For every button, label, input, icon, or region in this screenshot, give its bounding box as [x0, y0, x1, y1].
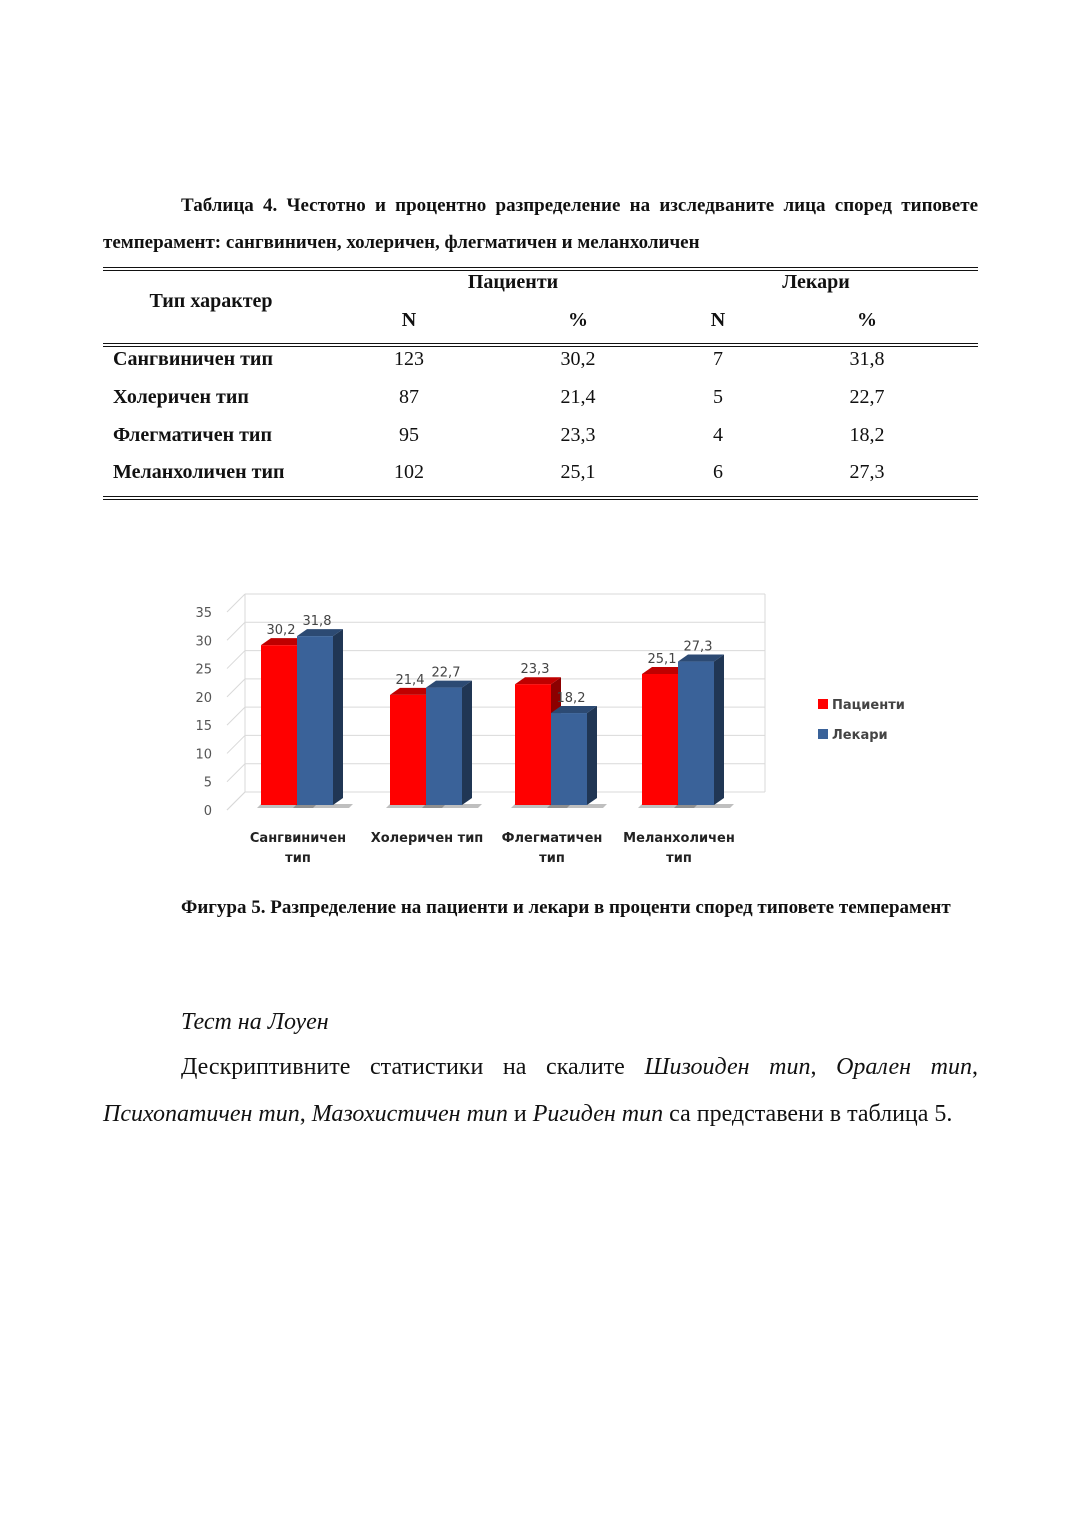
separator: , [972, 1054, 978, 1080]
axis-side [227, 792, 245, 810]
table-cell: 23,3 [560, 424, 596, 446]
gridline-side [227, 594, 245, 612]
y-tick-label: 35 [195, 606, 212, 621]
y-tick-label: 20 [195, 690, 212, 706]
x-tick-label: Холеричен тип [370, 831, 484, 846]
separator: , [299, 1101, 312, 1127]
separator: , [810, 1054, 837, 1080]
gridline-side [227, 707, 245, 725]
data-label: 23,3 [520, 662, 550, 678]
subheader-n-doctors: N [710, 309, 726, 331]
data-label: 30,2 [266, 623, 296, 639]
table-cell: 6 [713, 461, 723, 483]
bar-side [333, 629, 343, 805]
legend-label: Пациенти [832, 698, 905, 713]
x-tick-label: Сангвиничен [249, 831, 347, 846]
legend-swatch [818, 729, 828, 739]
group-header-doctors: Лекари [782, 271, 850, 293]
data-label: 22,7 [431, 665, 461, 681]
scale-schizoid: Шизоиден тип [644, 1054, 811, 1080]
row-label: Флегматичен тип [113, 424, 272, 446]
group-header-patients: Пациенти [467, 271, 559, 293]
gridline-side [227, 679, 245, 697]
row-label: Меланхоличен тип [113, 461, 285, 483]
table-cell: 25,1 [560, 461, 596, 483]
row-label: Холеричен тип [113, 386, 249, 408]
figure-caption-text: Фигура 5. Разпределение на пациенти и лекари в проценти според типовете темперамент [181, 897, 951, 918]
bar [515, 684, 551, 805]
bar [297, 636, 333, 805]
bar [390, 695, 426, 805]
gridline-side [227, 622, 245, 640]
body-text [103, 1000, 978, 1138]
subheader-pct-patients: % [568, 309, 588, 331]
scale-rigid: Ригиден тип [532, 1101, 664, 1127]
figure-caption [103, 889, 978, 926]
y-tick-label: 15 [195, 719, 212, 735]
row-label: Сангвиничен тип [113, 348, 273, 370]
paragraph [103, 1044, 978, 1138]
table-bottom-rule [103, 496, 978, 500]
table-cell: 7 [713, 348, 723, 370]
gridline-side [227, 764, 245, 782]
gridline-side [227, 735, 245, 753]
table-cell: 18,2 [849, 424, 885, 446]
y-tick-label: 30 [195, 634, 212, 650]
table-cell: 123 [394, 348, 424, 370]
paragraph-intro: Дескриптивните статистики на скалите [181, 1054, 645, 1080]
bar [551, 713, 587, 805]
data-label: 31,8 [302, 614, 332, 630]
y-tick-label: 25 [195, 662, 212, 678]
table-cell: 5 [713, 386, 723, 408]
bar-chart [187, 583, 907, 873]
subheader-n-patients: N [401, 309, 417, 331]
legend-label: Лекари [832, 728, 888, 743]
data-label: 21,4 [395, 672, 425, 688]
bar [426, 688, 462, 805]
separator: и [507, 1101, 533, 1127]
data-label: 18,2 [556, 691, 586, 707]
bar-side [587, 706, 597, 805]
section-heading: Тест на Лоуен [181, 1009, 329, 1035]
paragraph-outro: са представени в таблица 5. [663, 1101, 953, 1127]
data-label: 27,3 [683, 639, 713, 655]
legend-swatch [818, 699, 828, 709]
x-tick-label: тип [285, 851, 311, 866]
x-tick-label: тип [539, 851, 565, 866]
table-cell: 30,2 [560, 348, 596, 370]
scale-oral: Орален тип [836, 1054, 972, 1080]
table-cell: 31,8 [849, 348, 885, 370]
table-cell: 95 [399, 424, 419, 446]
table-cell: 22,7 [849, 386, 885, 408]
scale-psychopathic: Психопатичен тип [103, 1101, 300, 1127]
table-cell: 87 [399, 386, 419, 408]
bar-side [714, 655, 724, 805]
x-tick-label: тип [666, 851, 692, 866]
data-label: 25,1 [647, 652, 677, 668]
bar [642, 674, 678, 805]
y-tick-label: 10 [195, 747, 212, 763]
table-cell: 102 [394, 461, 424, 483]
y-tick-label: 0 [203, 804, 212, 819]
row-header: Тип характер [149, 290, 273, 312]
x-tick-label: Меланхоличен [623, 831, 735, 846]
table-caption [103, 187, 978, 261]
x-tick-label: Флегматичен [501, 831, 603, 846]
table-cell: 27,3 [849, 461, 885, 483]
y-tick-label: 5 [203, 775, 212, 791]
gridline-side [227, 651, 245, 669]
table-cell: 21,4 [560, 386, 596, 408]
bar [261, 645, 297, 805]
scale-masochistic: Мазохистичен тип [311, 1101, 508, 1127]
table-caption-text: Таблица 4. Честотно и процентно разпределение на изследваните лица според типовете темперамент: сангвиничен, холеричен, флегматичен и меланхоличен [103, 195, 978, 253]
subheader-pct-doctors: % [857, 309, 877, 331]
bar [678, 662, 714, 805]
table-cell: 4 [713, 424, 723, 446]
bar-side [462, 681, 472, 805]
